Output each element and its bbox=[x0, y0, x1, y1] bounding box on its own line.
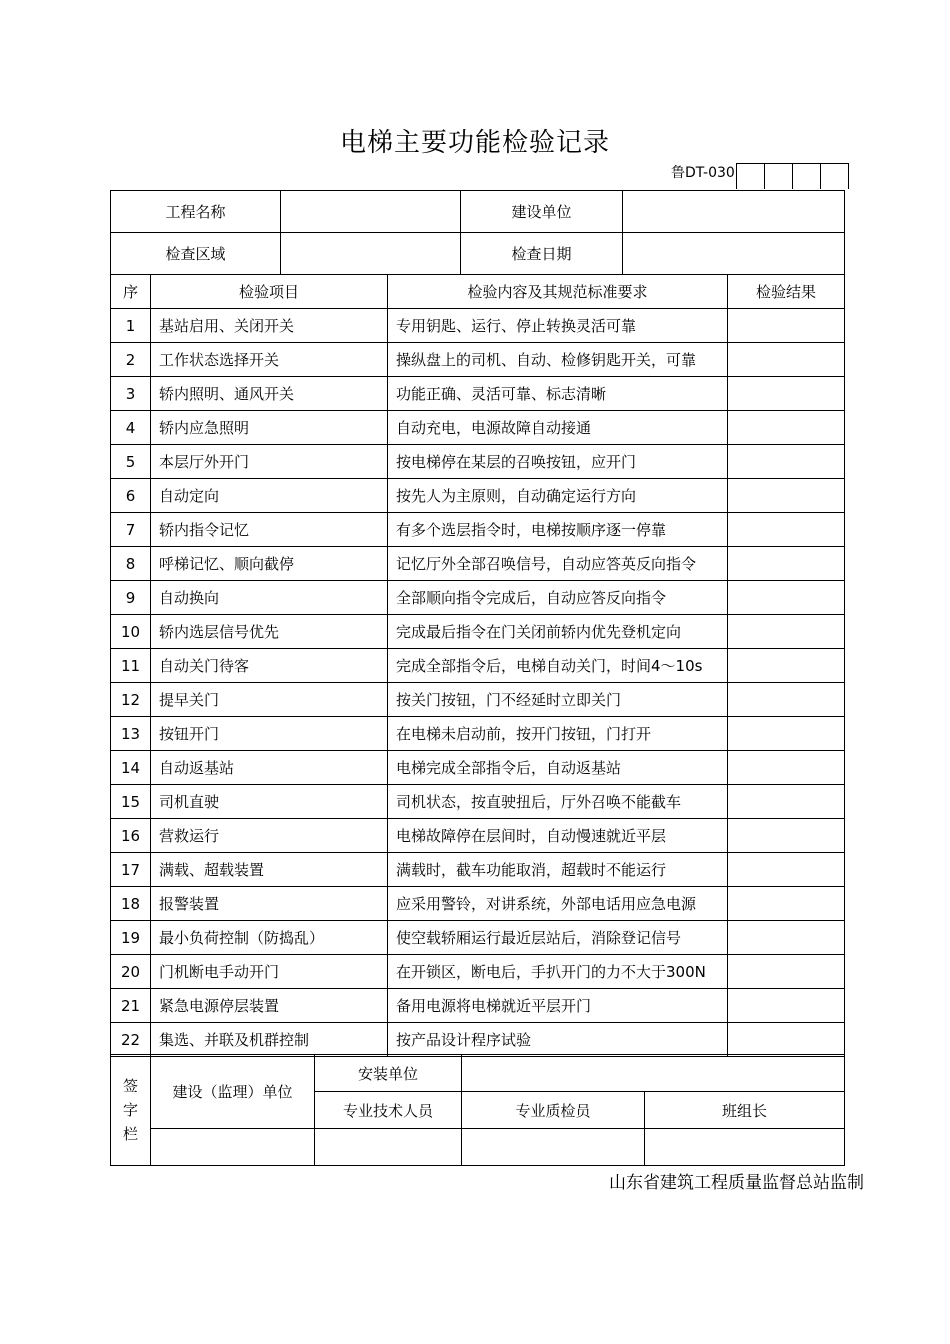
row-item: 门机断电手动开门 bbox=[151, 955, 388, 989]
row-number: 13 bbox=[111, 717, 151, 751]
construction-unit-field[interactable] bbox=[623, 191, 845, 233]
issuer-note: 山东省建筑工程质量监督总站监制 bbox=[609, 1173, 864, 1193]
table-header-row bbox=[111, 275, 845, 309]
inspection-date-label: 检查日期 bbox=[461, 233, 623, 275]
table-row bbox=[111, 615, 845, 649]
table-row bbox=[111, 819, 845, 853]
table-row bbox=[111, 717, 845, 751]
row-number: 9 bbox=[111, 581, 151, 615]
table-row bbox=[111, 989, 845, 1023]
row-result-field[interactable] bbox=[728, 343, 845, 377]
supervision-signature-field[interactable] bbox=[151, 1129, 315, 1166]
installation-unit-label: 安装单位 bbox=[315, 1055, 462, 1092]
inspection-table bbox=[110, 274, 845, 1057]
quality-inspector-signature-field[interactable] bbox=[462, 1129, 645, 1166]
row-result-field[interactable] bbox=[728, 887, 845, 921]
row-requirement: 完成最后指令在门关闭前轿内优先登机定向 bbox=[388, 615, 728, 649]
header-requirement: 检验内容及其规范标准要求 bbox=[388, 275, 728, 309]
table-row bbox=[111, 1023, 845, 1057]
table-row bbox=[111, 309, 845, 343]
row-number: 2 bbox=[111, 343, 151, 377]
table-row bbox=[111, 785, 845, 819]
row-result-field[interactable] bbox=[728, 309, 845, 343]
signature-label-char: 签 bbox=[122, 1077, 138, 1095]
form-code-row bbox=[671, 163, 849, 189]
row-item: 轿内指令记忆 bbox=[151, 513, 388, 547]
row-result-field[interactable] bbox=[728, 581, 845, 615]
row-number: 17 bbox=[111, 853, 151, 887]
row-number: 16 bbox=[111, 819, 151, 853]
row-result-field[interactable] bbox=[728, 921, 845, 955]
code-box bbox=[736, 163, 765, 189]
row-number: 22 bbox=[111, 1023, 151, 1057]
row-result-field[interactable] bbox=[728, 649, 845, 683]
row-requirement: 使空载轿厢运行最近层站后，消除登记信号 bbox=[388, 921, 728, 955]
row-requirement: 功能正确、灵活可靠、标志清晰 bbox=[388, 377, 728, 411]
row-result-field[interactable] bbox=[728, 615, 845, 649]
header-item: 检验项目 bbox=[151, 275, 388, 309]
construction-unit-label: 建设单位 bbox=[461, 191, 623, 233]
row-number: 8 bbox=[111, 547, 151, 581]
row-item: 自动换向 bbox=[151, 581, 388, 615]
row-item: 工作状态选择开关 bbox=[151, 343, 388, 377]
row-item: 自动关门待客 bbox=[151, 649, 388, 683]
table-row bbox=[111, 921, 845, 955]
row-number: 20 bbox=[111, 955, 151, 989]
row-requirement: 按产品设计程序试验 bbox=[388, 1023, 728, 1057]
row-result-field[interactable] bbox=[728, 717, 845, 751]
row-result-field[interactable] bbox=[728, 1023, 845, 1057]
row-item: 轿内照明、通风开关 bbox=[151, 377, 388, 411]
inspection-area-label: 检查区域 bbox=[111, 233, 281, 275]
signature-label-char: 字 bbox=[122, 1101, 138, 1119]
row-result-field[interactable] bbox=[728, 989, 845, 1023]
row-requirement: 司机状态，按直驶扭后，厅外召唤不能截车 bbox=[388, 785, 728, 819]
row-number: 11 bbox=[111, 649, 151, 683]
row-number: 19 bbox=[111, 921, 151, 955]
row-number: 12 bbox=[111, 683, 151, 717]
row-requirement: 完成全部指令后，电梯自动关门，时间4～10s bbox=[388, 649, 728, 683]
row-number: 3 bbox=[111, 377, 151, 411]
table-row bbox=[111, 445, 845, 479]
row-requirement: 在电梯未启动前，按开门按钮，门打开 bbox=[388, 717, 728, 751]
row-result-field[interactable] bbox=[728, 853, 845, 887]
row-result-field[interactable] bbox=[728, 377, 845, 411]
quality-inspector-label: 专业质检员 bbox=[462, 1092, 645, 1129]
table-row bbox=[111, 547, 845, 581]
row-item: 司机直驶 bbox=[151, 785, 388, 819]
code-box bbox=[792, 163, 821, 189]
form-code: 鲁DT-030 bbox=[671, 165, 735, 181]
row-requirement: 记忆厅外全部召唤信号，自动应答英反向指令 bbox=[388, 547, 728, 581]
row-item: 本层厅外开门 bbox=[151, 445, 388, 479]
row-requirement: 全部顺向指令完成后，自动应答反向指令 bbox=[388, 581, 728, 615]
row-requirement: 有多个选层指令时，电梯按顺序逐一停靠 bbox=[388, 513, 728, 547]
row-item: 自动定向 bbox=[151, 479, 388, 513]
row-item: 轿内应急照明 bbox=[151, 411, 388, 445]
installation-unit-field[interactable] bbox=[462, 1055, 845, 1092]
row-number: 21 bbox=[111, 989, 151, 1023]
row-requirement: 按电梯停在某层的召唤按钮，应开门 bbox=[388, 445, 728, 479]
table-row bbox=[111, 513, 845, 547]
technician-label: 专业技术人员 bbox=[315, 1092, 462, 1129]
row-requirement: 操纵盘上的司机、自动、检修钥匙开关，可靠 bbox=[388, 343, 728, 377]
row-item: 轿内选层信号优先 bbox=[151, 615, 388, 649]
inspection-date-field[interactable] bbox=[623, 233, 845, 275]
row-requirement: 专用钥匙、运行、停止转换灵活可靠 bbox=[388, 309, 728, 343]
signature-label-char: 栏 bbox=[122, 1125, 138, 1143]
table-row bbox=[111, 751, 845, 785]
table-row bbox=[111, 887, 845, 921]
table-row bbox=[111, 343, 845, 377]
table-row bbox=[111, 479, 845, 513]
row-number: 4 bbox=[111, 411, 151, 445]
row-result-field[interactable] bbox=[728, 683, 845, 717]
row-requirement: 满载时，截车功能取消，超载时不能运行 bbox=[388, 853, 728, 887]
table-row bbox=[111, 649, 845, 683]
row-requirement: 在开锁区，断电后，手扒开门的力不大于300N bbox=[388, 955, 728, 989]
row-requirement: 备用电源将电梯就近平层开门 bbox=[388, 989, 728, 1023]
row-item: 自动返基站 bbox=[151, 751, 388, 785]
code-box bbox=[764, 163, 793, 189]
row-item: 最小负荷控制（防捣乱） bbox=[151, 921, 388, 955]
row-number: 1 bbox=[111, 309, 151, 343]
row-result-field[interactable] bbox=[728, 547, 845, 581]
info-table bbox=[110, 190, 845, 275]
project-name-field[interactable] bbox=[281, 191, 461, 233]
row-number: 15 bbox=[111, 785, 151, 819]
row-number: 5 bbox=[111, 445, 151, 479]
row-item: 报警装置 bbox=[151, 887, 388, 921]
team-leader-signature-field[interactable] bbox=[645, 1129, 845, 1166]
row-result-field[interactable] bbox=[728, 479, 845, 513]
row-result-field[interactable] bbox=[728, 819, 845, 853]
row-result-field[interactable] bbox=[728, 411, 845, 445]
row-number: 18 bbox=[111, 887, 151, 921]
row-result-field[interactable] bbox=[728, 785, 845, 819]
row-requirement: 电梯故障停在层间时，自动慢速就近平层 bbox=[388, 819, 728, 853]
row-item: 按钮开门 bbox=[151, 717, 388, 751]
technician-signature-field[interactable] bbox=[315, 1129, 462, 1166]
row-requirement: 按先人为主原则，自动确定运行方向 bbox=[388, 479, 728, 513]
row-result-field[interactable] bbox=[728, 955, 845, 989]
table-row bbox=[111, 853, 845, 887]
signature-section-label bbox=[111, 1055, 151, 1166]
header-no: 序 bbox=[111, 275, 151, 309]
project-name-label: 工程名称 bbox=[111, 191, 281, 233]
code-box bbox=[820, 163, 849, 189]
row-result-field[interactable] bbox=[728, 513, 845, 547]
row-result-field[interactable] bbox=[728, 445, 845, 479]
table-row bbox=[111, 955, 845, 989]
row-requirement: 应采用警铃，对讲系统，外部电话用应急电源 bbox=[388, 887, 728, 921]
page-title: 电梯主要功能检验记录 bbox=[339, 128, 610, 158]
table-row bbox=[111, 377, 845, 411]
row-requirement: 按关门按钮，门不经延时立即关门 bbox=[388, 683, 728, 717]
team-leader-label: 班组长 bbox=[645, 1092, 845, 1129]
table-row bbox=[111, 683, 845, 717]
row-item: 营救运行 bbox=[151, 819, 388, 853]
row-item: 满载、超载装置 bbox=[151, 853, 388, 887]
row-requirement: 电梯完成全部指令后，自动返基站 bbox=[388, 751, 728, 785]
row-number: 14 bbox=[111, 751, 151, 785]
table-row bbox=[111, 411, 845, 445]
table-row bbox=[111, 581, 845, 615]
inspection-area-field[interactable] bbox=[281, 233, 461, 275]
row-requirement: 自动充电，电源故障自动接通 bbox=[388, 411, 728, 445]
header-result: 检验结果 bbox=[728, 275, 845, 309]
row-number: 7 bbox=[111, 513, 151, 547]
row-item: 呼梯记忆、顺向截停 bbox=[151, 547, 388, 581]
row-item: 紧急电源停层装置 bbox=[151, 989, 388, 1023]
row-item: 基站启用、关闭开关 bbox=[151, 309, 388, 343]
row-result-field[interactable] bbox=[728, 751, 845, 785]
row-number: 6 bbox=[111, 479, 151, 513]
signature-table bbox=[110, 1054, 845, 1166]
row-item: 集选、并联及机群控制 bbox=[151, 1023, 388, 1057]
row-item: 提早关门 bbox=[151, 683, 388, 717]
row-number: 10 bbox=[111, 615, 151, 649]
supervision-unit-label: 建设（监理）单位 bbox=[151, 1055, 315, 1129]
